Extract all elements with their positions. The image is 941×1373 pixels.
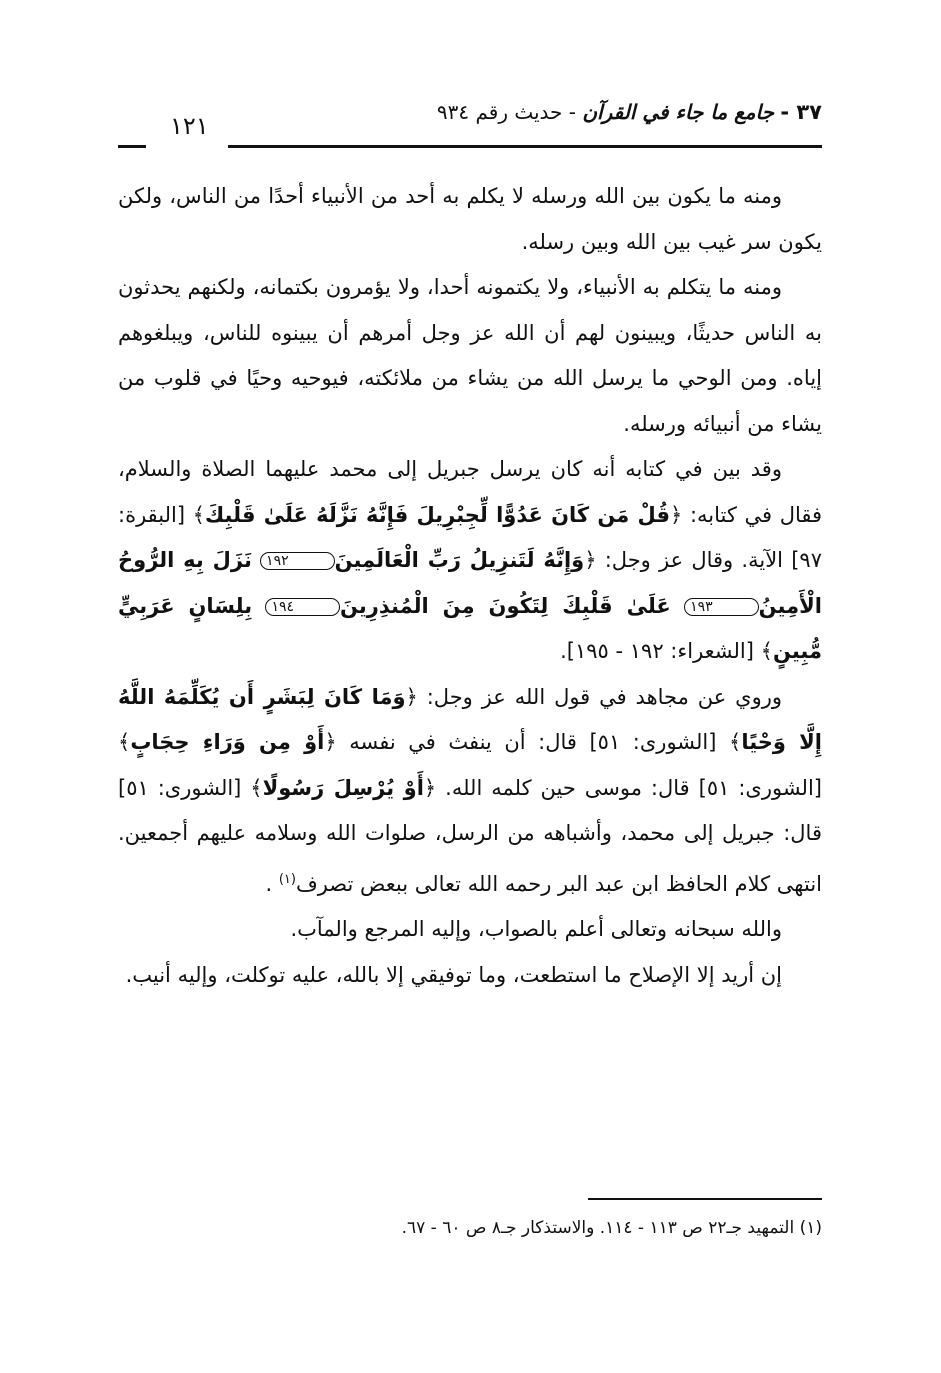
book-page [118,70,822,1330]
paragraph [118,174,822,265]
page-number: ١٢١ [170,112,209,140]
quran-verse: أَوْ مِن وَرَاءِ حِجَابٍ [130,730,325,754]
verse-number-badge: ١٩٢ [260,552,335,570]
quran-verse: قُلْ مَن كَانَ عَدُوًّا لِّجِبْرِيلَ فَإِنَّهُ نَزَّلَهُ عَلَىٰ قَلْبِكَ [205,502,671,527]
header-title [437,100,822,124]
text-run: وقد بين في كتابه أنه كان يرسل جبريل إلى محمد عليهما الصلاة والسلام، فقال في كتابه: ﴿ [118,457,823,527]
quran-verse: عَلَىٰ قَلْبِكَ لِتَكُونَ مِنَ الْمُنذِرِينَ [340,593,671,618]
text-run: ﴾ [الشورى: ٥١] قال: موسى حين كلمه الله. ﴿ [118,730,822,800]
paragraph [118,447,822,675]
text-run: إن أريد إلا الإصلاح ما استطعت، وما توفيقي إلا بالله، عليه توكلت، وإليه أنيب. [125,962,782,987]
text-run: ومنه ما يكون بين الله ورسله لا يكلم به أحد من الأنبياء أحدًا من الناس، ولكن يكون سر غيب بين الله وبين رسله. [118,184,822,254]
text-run: ﴾ [البقرة: ٩٧] الآية. وقال عز وجل: ﴿ [118,502,822,572]
text-run: وروي عن مجاهد في قول الله عز وجل: ﴿ [405,684,783,709]
header-rule [228,145,822,148]
footnote-marker: (١) [278,871,296,887]
text-run: والله سبحانه وتعالى أعلم بالصواب، وإليه المرجع والمآب. [290,917,782,941]
quran-verse: أَوْ يُرْسِلَ رَسُولًا [262,775,424,800]
text-run: ﴾ [الشورى: ٥١] قال: أن ينفث في نفسه ﴿ [324,730,742,754]
verse-number-badge: ١٩٣ [684,598,759,616]
quran-verse: نَزَلَ بِهِ الرُّوحُ الْأَمِينُ [118,548,822,618]
footnote: (١) التمهيد جـ٢٢ ص ١١٣ - ١١٤. والاستذكار جـ٨ ص ٦٠ - ٦٧. [401,1218,822,1238]
paragraph [118,265,822,447]
paragraph [118,675,822,908]
text-run: . [265,871,279,896]
footnote-separator [588,1198,822,1200]
text-run: ﴾ [الشعراء: ١٩٢ - ١٩٥]. [560,639,773,663]
quran-verse: وَمَا كَانَ لِبَشَرٍ أَن يُكَلِّمَهُ اللَّهُ إِلَّا وَحْيًا [118,684,822,754]
running-header [118,100,822,150]
text-run: ومنه ما يتكلم به الأنبياء، ولا يكتمونه أحدا، ولا يؤمرون بكتمانه، ولكنهم يحدثون به الناس حديثًا، ويبينون لهم أن الله عز وجل أمرهم أن يبينوه للناس، ويبلغوهم إياه. ومن الوحي ما يرسل الله من يشاء من ملائكته، فيوحيه وحيًا في قلوب من يشاء من أنبيائه ورسله. [118,275,822,436]
body-text [118,174,822,998]
text-run: ﴾ [الشورى: ٥١] قال: جبريل إلى محمد، وأشباهه من الرسل، صلوات الله وسلامه عليهم أجمعين. انتهى كلام الحافظ ابن عبد البر رحمه الله تعالى ببعض تصرف [118,775,822,896]
chapter-number: ٣٧ - [780,100,822,124]
quran-verse: بِلِسَانٍ عَرَبِيٍّ مُّبِينٍ [118,593,822,663]
paragraph [118,907,822,953]
quran-verse: وَإِنَّهُ لَتَنزِيلُ رَبِّ الْعَالَمِينَ [334,548,585,572]
hadith-reference: - حديث رقم ٩٣٤ [436,100,576,124]
paragraph [118,953,822,999]
verse-number-badge: ١٩٤ [265,598,340,616]
book-title: جامع ما جاء في القرآن [582,100,774,124]
header-rule-short [118,145,146,148]
